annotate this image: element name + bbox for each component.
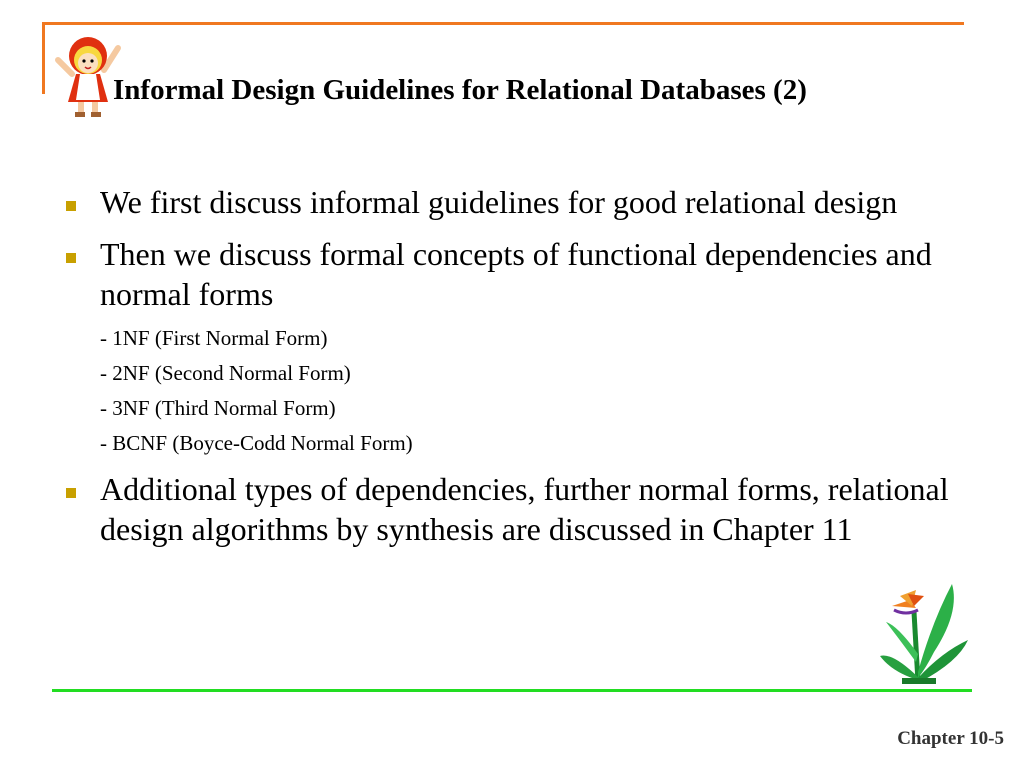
- bullet-marker: [66, 488, 76, 498]
- footer-divider: [52, 689, 972, 692]
- sub-item: - BCNF (Boyce-Codd Normal Form): [100, 431, 413, 455]
- sub-item-list: [62, 326, 962, 455]
- sub-item: - 3NF (Third Normal Form): [100, 396, 336, 420]
- frame-top-border: [42, 22, 964, 25]
- slide-title: Informal Design Guidelines for Relational Databases (2): [113, 74, 807, 106]
- frame-left-border: [42, 22, 45, 94]
- bullet-item: [62, 469, 962, 549]
- bullet-marker: [66, 253, 76, 263]
- sub-item: - 1NF (First Normal Form): [100, 326, 328, 350]
- bullet-text: Additional types of dependencies, further normal forms, relational design algorithms by synthesis are discussed in Chapter 11: [100, 471, 949, 547]
- slide-footer: Chapter 10-5: [897, 728, 1004, 749]
- bullet-list: [62, 182, 962, 561]
- bullet-item: [62, 234, 962, 314]
- bullet-text: We first discuss informal guidelines for good relational design: [100, 184, 898, 220]
- flower-icon: [872, 582, 972, 686]
- bullet-text: Then we discuss formal concepts of functional dependencies and normal forms: [100, 236, 932, 312]
- bullet-item: [62, 182, 962, 222]
- bullet-marker: [66, 201, 76, 211]
- sub-item: - 2NF (Second Normal Form): [100, 361, 351, 385]
